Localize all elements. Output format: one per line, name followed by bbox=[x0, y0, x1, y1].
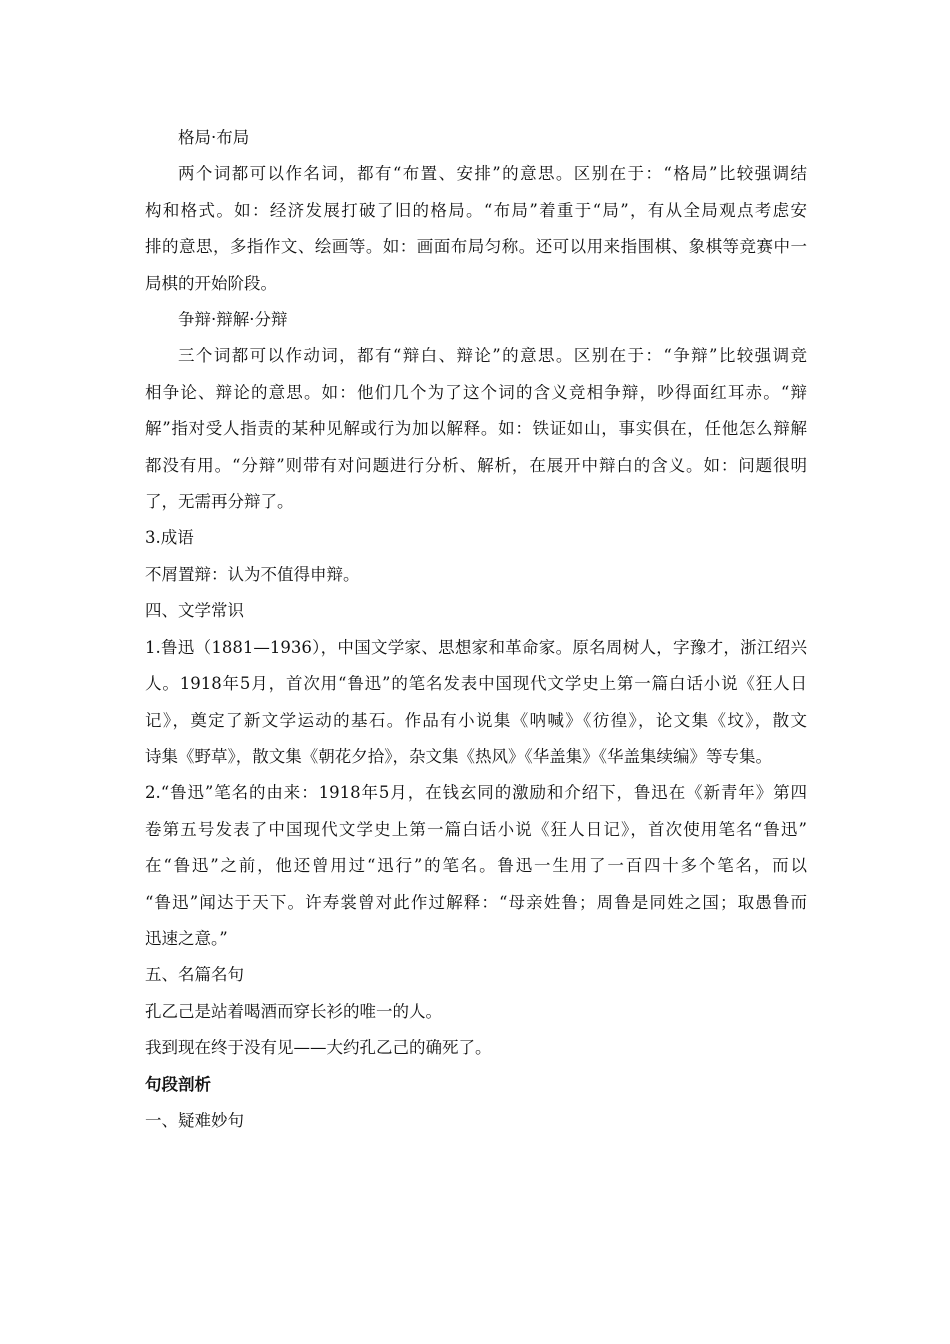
paragraph bbox=[145, 338, 807, 520]
paragraph bbox=[145, 1030, 807, 1066]
page-content bbox=[145, 120, 807, 1139]
paragraph bbox=[145, 557, 807, 593]
text-line: 2.“鲁迅”笔名的由来：1918年5月，在钱玄同的激励和介绍下，鲁迅在《新青年》第四 bbox=[145, 783, 807, 803]
text-line: 不屑置辩：认为不值得申辩。 bbox=[145, 564, 360, 584]
text-line: 格局·布局 bbox=[178, 128, 250, 147]
term-heading bbox=[145, 120, 807, 156]
paragraph bbox=[145, 994, 807, 1030]
text-line: 局棋的开始阶段。 bbox=[145, 273, 277, 293]
text-line: 我到现在终于没有见——大约孔乙己的确死了。 bbox=[145, 1038, 492, 1058]
text-line: 三个词都可以作动词，都有“辩白、辩论”的意思。区别在于：“争辩”比较强调竞 bbox=[178, 346, 807, 366]
paragraph bbox=[145, 775, 807, 957]
text-line: “鲁迅”闻达于天下。许寿裳曾对此作过解释：“母亲姓鲁；周鲁是同姓之国；取愚鲁而 bbox=[145, 892, 807, 912]
section-heading bbox=[145, 1067, 807, 1103]
paragraph bbox=[145, 957, 807, 993]
paragraph bbox=[145, 156, 807, 302]
text-line: 争辩·辩解·分辩 bbox=[178, 310, 288, 330]
text-line: 句段剖析 bbox=[145, 1074, 211, 1094]
text-line: 人。1918年5月，首次用“鲁迅”的笔名发表中国现代文学史上第一篇白话小说《狂人日 bbox=[145, 674, 807, 694]
text-line: 两个词都可以作名词，都有“布置、安排”的意思。区别在于：“格局”比较强调结 bbox=[178, 164, 807, 184]
text-line: 在“鲁迅”之前，他还曾用过“迅行”的笔名。鲁迅一生用了一百四十多个笔名，而以 bbox=[145, 856, 807, 876]
text-line: 3.成语 bbox=[145, 528, 194, 548]
paragraph bbox=[145, 593, 807, 629]
text-line: 迅速之意。” bbox=[145, 928, 228, 948]
text-line: 一、疑难妙句 bbox=[145, 1110, 244, 1130]
paragraph bbox=[145, 520, 807, 556]
text-line: 解”指对受人指责的某种见解或行为加以解释。如：铁证如山，事实俱在，任他怎么辩解 bbox=[145, 419, 807, 439]
text-line: 构和格式。如：经济发展打破了旧的格局。“布局”着重于“局”，有从全局观点考虑安 bbox=[145, 200, 807, 220]
term-heading bbox=[145, 302, 807, 338]
paragraph bbox=[145, 630, 807, 776]
text-line: 相争论、辩论的意思。如：他们几个为了这个词的含义竞相争辩，吵得面红耳赤。“辩 bbox=[145, 382, 807, 402]
text-line: 卷第五号发表了中国现代文学史上第一篇白话小说《狂人日记》，首次使用笔名“鲁迅” bbox=[145, 819, 807, 839]
text-line: 四、文学常识 bbox=[145, 601, 244, 621]
paragraph bbox=[145, 1103, 807, 1139]
text-line: 记》，奠定了新文学运动的基石。作品有小说集《呐喊》《彷徨》，论文集《坟》，散文 bbox=[145, 710, 807, 730]
text-line: 都没有用。“分辩”则带有对问题进行分析、解析，在展开中辩白的含义。如：问题很明 bbox=[145, 455, 807, 475]
text-line: 了，无需再分辩了。 bbox=[145, 492, 294, 512]
text-line: 1.鲁迅（1881—1936），中国文学家、思想家和革命家。原名周树人，字豫才，浙江绍兴 bbox=[145, 637, 807, 657]
text-line: 五、名篇名句 bbox=[145, 965, 244, 985]
text-line: 排的意思，多指作文、绘画等。如：画面布局匀称。还可以用来指围棋、象棋等竞赛中一 bbox=[145, 237, 807, 257]
text-line: 孔乙己是站着喝酒而穿长衫的唯一的人。 bbox=[145, 1001, 442, 1021]
text-line: 诗集《野草》，散文集《朝花夕拾》，杂文集《热风》《华盖集》《华盖集续编》等专集。 bbox=[145, 746, 772, 766]
